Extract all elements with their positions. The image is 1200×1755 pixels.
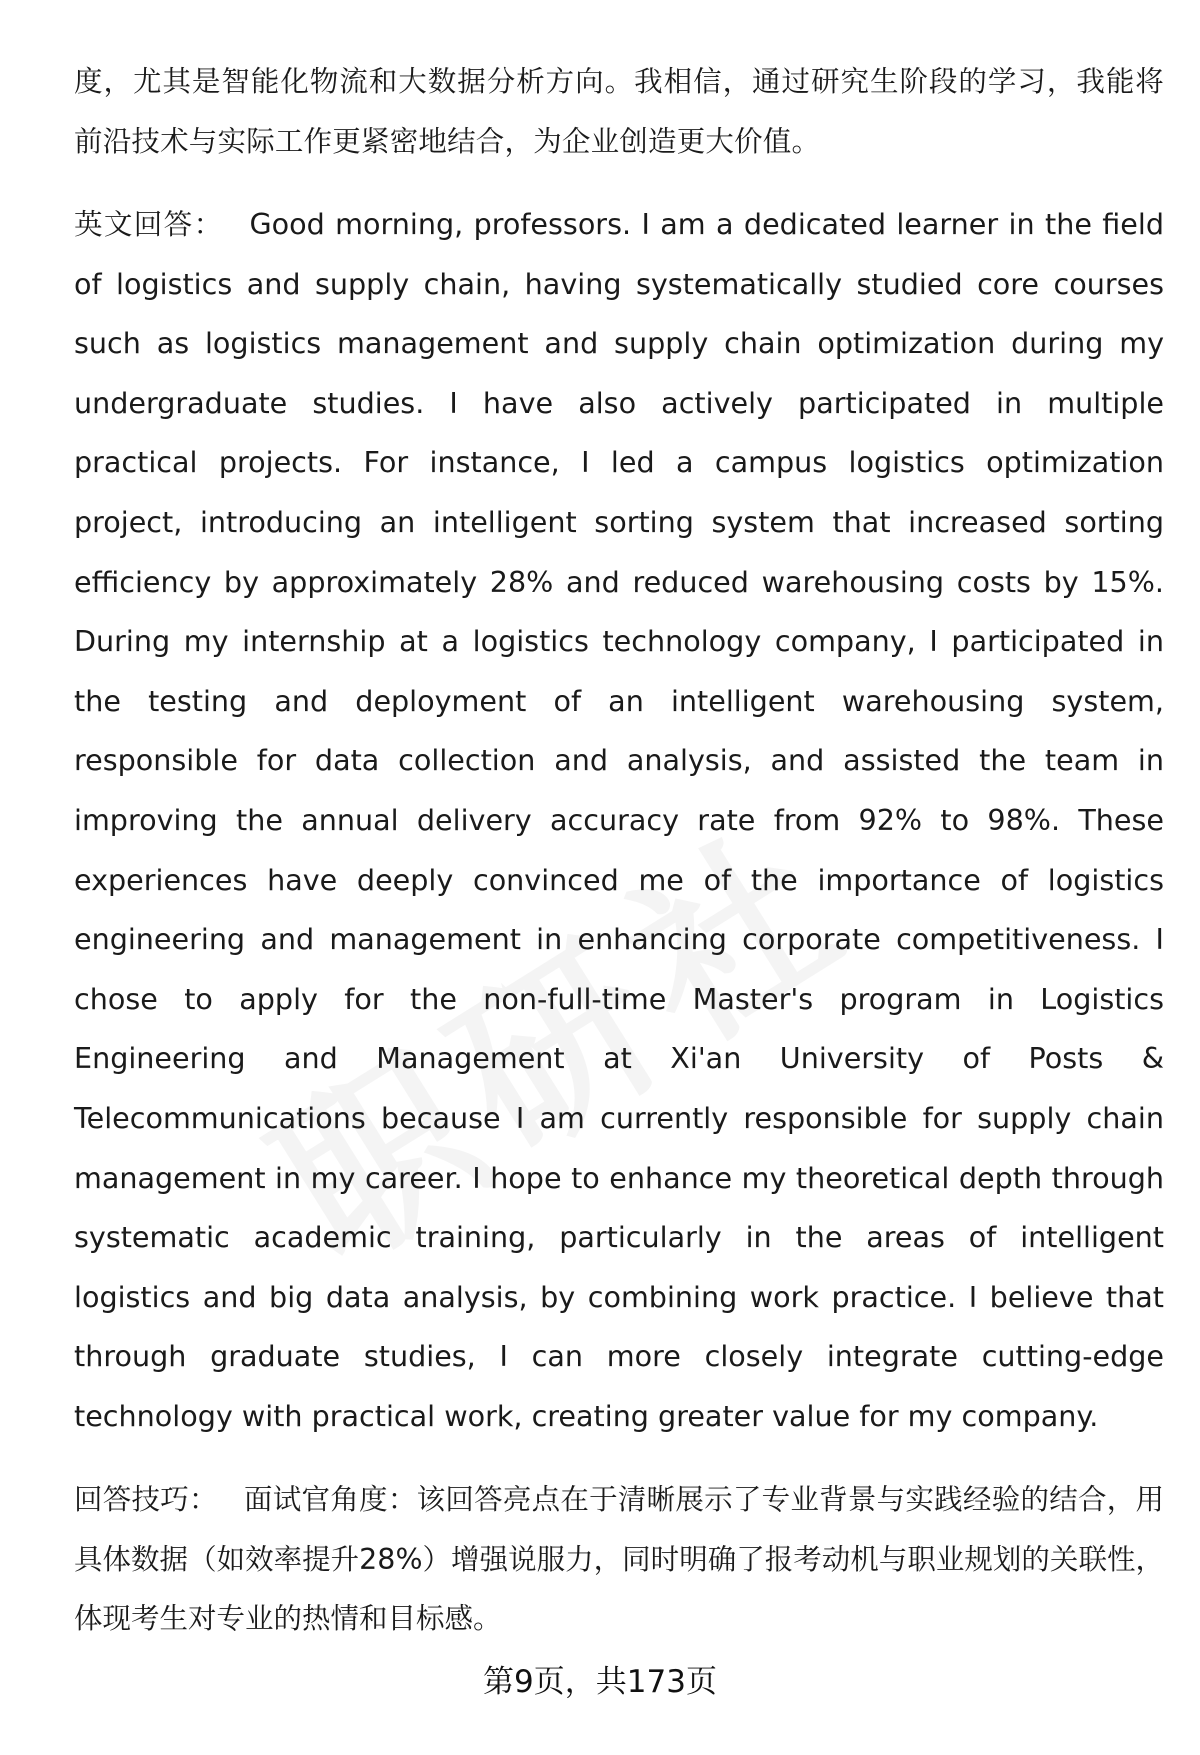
page-indicator: 第9页，共173页 bbox=[483, 1664, 717, 1700]
continuation-paragraph: 度，尤其是智能化物流和大数据分析方向。我相信，通过研究生阶段的学习，我能将前沿技术与实际工作更紧密地结合，为企业创造更大价值。 bbox=[74, 65, 1164, 158]
english-answer-text: Good morning, professors. I am a dedicated learner in the field of logistics and supply chain, having systematically studied core courses such as logistics management and supply chain optimization during my undergraduate studies. I have also actively participated in multiple practical projects. For instance, I led a campus logistics optimization project, introducing an intelligent sorting system that increased sorting efficiency by approximately 28% and reduced warehousing costs by 15%. During my internship at a logistics technology company, I participated in the testing and deployment of an intelligent warehousing system, responsible for data collection and analysis, and assisted the team in improving the annual delivery accuracy rate from 92% to 98%. These experiences have deeply convinced me of the importance of logistics engineering and management in enhancing corporate competitiveness. I chose to apply for the non-full-time Master's program in Logistics Engineering and Management at Xi'an University of Posts & Telecommunications because I am currently responsible for supply chain management in my career. I hope to enhance my theoretical depth through systematic academic training, particularly in the areas of intelligent logistics and big data analysis, by combining work practice. I believe that through graduate studies, I can more closely integrate cutting-edge technology with practical work, creating greater value for my company. bbox=[74, 207, 1164, 1433]
answer-tips-text: 面试官角度：该回答亮点在于清晰展示了专业背景与实践经验的结合，用具体数据（如效率提升28%）增强说服力，同时明确了报考动机与职业规划的关联性，体现考生对专业的热情和目标感。 bbox=[74, 1483, 1164, 1636]
english-answer-label: 英文回答： bbox=[74, 207, 224, 241]
english-answer-paragraph bbox=[74, 195, 1164, 1446]
page-content bbox=[74, 52, 1164, 1649]
answer-tips-paragraph bbox=[74, 1470, 1164, 1649]
answer-tips-label: 回答技巧： bbox=[74, 1483, 218, 1517]
